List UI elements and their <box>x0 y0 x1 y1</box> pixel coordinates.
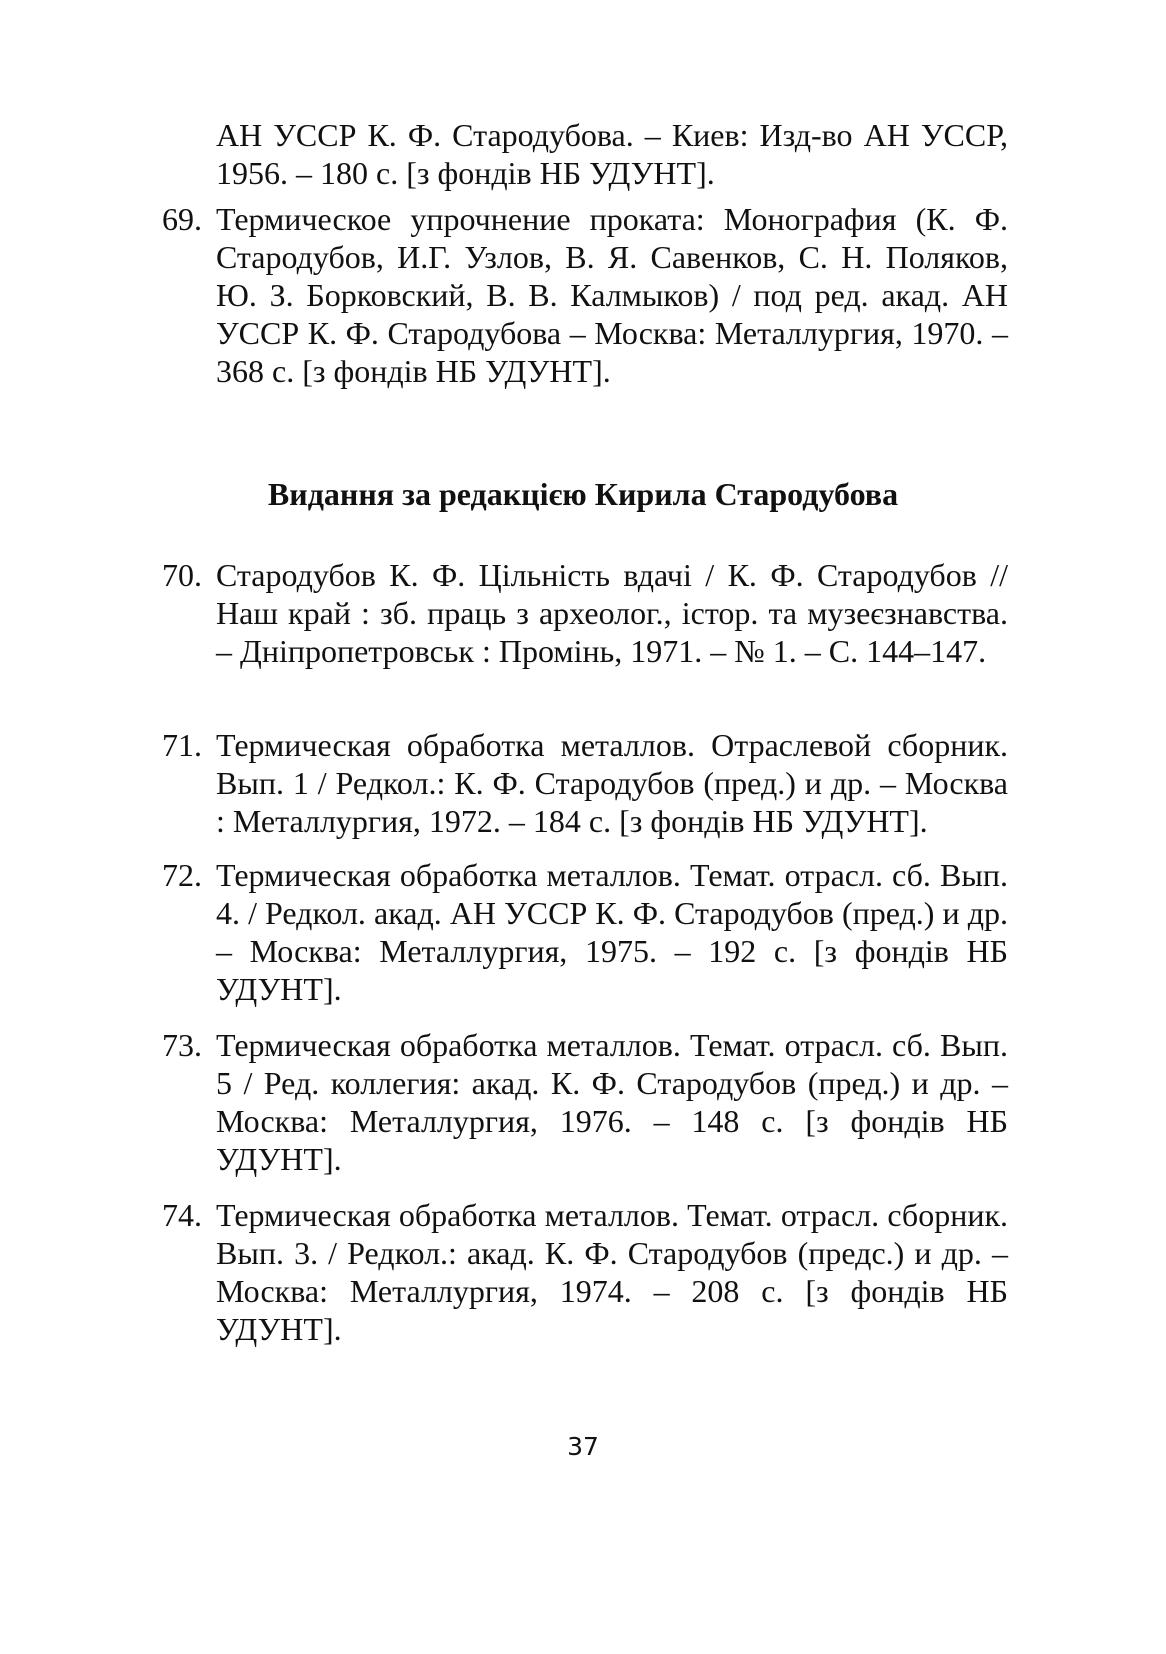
bibliography-entry-74 <box>162 1196 1008 1348</box>
entry-text: Термическая обработка металлов. Темат. отрасл. сб. Вып. 4. / Редкол. акад. АН УССР К. Ф. Стародубов (пред.) и др. – Москва: Металлургия, 1975. – 192 с. [з фондів НБ УДУНТ]. <box>216 857 1008 1007</box>
bibliography-entry-73 <box>162 1026 1008 1178</box>
continuation-paragraph: АН УССР К. Ф. Стародубова. – Киев: Изд-во АН УССР, 1956. – 180 с. [з фондів НБ УДУНТ]. <box>216 117 1008 191</box>
entry-text: Термическая обработка металлов. Темат. отрасл. сборник. Вып. 3. / Редкол.: акад. К. Ф. Стародубов (предс.) и др. – Москва: Металлургия, 1974. – 208 с. [з фондів НБ УДУНТ]. <box>216 1197 1008 1347</box>
entry-text: Термическая обработка металлов. Отраслевой сборник. Вып. 1 / Редкол.: К. Ф. Стародубов (пред.) и др. – Москва : Металлургия, 1972. – 184 с. [з фондів НБ УДУНТ]. <box>216 727 1008 839</box>
entry-number: 72. <box>162 857 202 893</box>
entry-number: 69. <box>162 201 202 237</box>
bibliography-entry-70 <box>162 556 1008 670</box>
bibliography-entry-72 <box>162 856 1008 1008</box>
entry-number: 74. <box>162 1197 202 1233</box>
entry-number: 71. <box>162 727 202 763</box>
entry-number: 70. <box>162 557 202 593</box>
page-number: 37 <box>567 1432 599 1461</box>
section-heading: Видання за редакцією Кирила Стародубова <box>267 476 899 512</box>
entry-text: Термическое упрочнение проката: Монография (К. Ф. Стародубов, И.Г. Узлов, В. Я. Савенков, С. Н. Поляков, Ю. З. Борковский, В. В. Калмыков) / под ред. акад. АН УССР К. Ф. Стародубова – Москва: Металлургия, 1970. – 368 с. [з фондів НБ УДУНТ]. <box>216 201 1008 389</box>
entry-text: Термическая обработка металлов. Темат. отрасл. сб. Вып. 5 / Ред. коллегия: акад. К. Ф. Стародубов (пред.) и др. – Москва: Металлургия, 1976. – 148 с. [з фондів НБ УДУНТ]. <box>216 1027 1008 1177</box>
bibliography-entry-71 <box>162 726 1008 840</box>
entry-number: 73. <box>162 1027 202 1063</box>
entry-text: Стародубов К. Ф. Цільність вдачі / К. Ф. Стародубов // Наш край : зб. праць з археолог., істор. та музеєзнавства. – Дніпропетровськ : Промінь, 1971. – № 1. – С. 144–147. <box>216 557 1008 669</box>
bibliography-entry-69 <box>162 200 1008 390</box>
